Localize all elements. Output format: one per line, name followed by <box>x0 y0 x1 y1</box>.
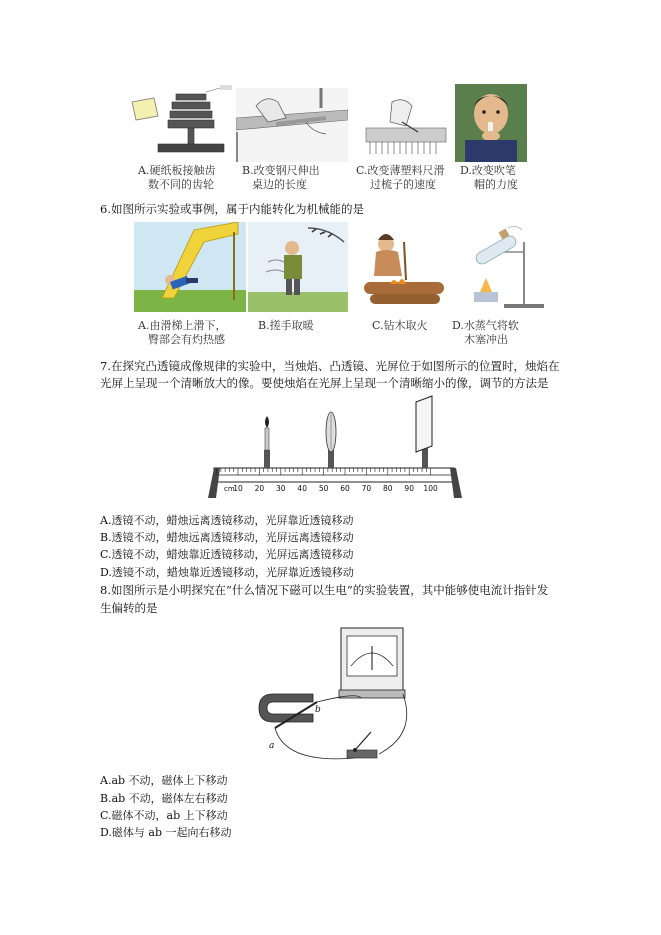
q6-question: 6.如图所示实验或事例，属于内能转化为机械能的是 <box>100 202 364 216</box>
q5-image-c <box>352 92 452 162</box>
q8-question-line2: 生偏转的是 <box>100 601 158 615</box>
q6-caption-d: D.水蒸气将软 木塞冲出 <box>452 319 519 346</box>
ruler-tick-label: 80 <box>383 484 393 493</box>
ruler-tick-label: 50 <box>318 484 329 493</box>
q7-option-c[interactable]: C.透镜不动，蜡烛靠近透镜移动，光屏远离透镜移动 <box>100 548 354 561</box>
q5-image-b <box>236 88 348 162</box>
q7-optical-bench-figure <box>200 392 470 510</box>
q7-option-a[interactable]: A.透镜不动，蜡烛远离透镜移动，光屏靠近透镜移动 <box>100 514 354 527</box>
q6-image-a <box>134 222 246 312</box>
q6-image-c <box>350 222 450 312</box>
q8-option-b[interactable]: B.ab 不动，磁体左右移动 <box>100 792 228 805</box>
q7-option-b[interactable]: B.透镜不动，蜡烛远离透镜移动，光屏远离透镜移动 <box>100 531 354 544</box>
q5-caption-d: D.改变吹笔 帽的力度 <box>460 164 518 191</box>
q6-caption-b: B.搓手取暖 <box>258 319 314 332</box>
q6-caption-a: A.由滑梯上滑下， 臀部会有灼热感 <box>138 319 227 346</box>
q7-question-line1: 7.在探究凸透镜成像规律的实验中，当烛焰、凸透镜、光屏位于如图所示的位置时，烛焰在 <box>100 359 560 373</box>
ruler-tick-label: 100 <box>423 484 438 493</box>
ruler-tick-label: 30 <box>276 484 286 493</box>
q8-induction-apparatus-figure <box>255 624 415 766</box>
ruler-tick-label: 60 <box>340 484 350 493</box>
q8-question-line1: 8.如图所示是小明探究在“什么情况下磁可以生电”的实验装置，其中能够使电流计指针发 <box>100 583 549 597</box>
ruler-tick-label: 10 <box>233 484 243 493</box>
q6-caption-c: C.钻木取火 <box>372 319 428 332</box>
q8-option-d[interactable]: D.磁体与 ab 一起向右移动 <box>100 826 232 839</box>
conductor-label-a: a <box>269 741 275 751</box>
conductor-label-b: b <box>315 705 321 715</box>
q5-caption-b: B.改变钢尺伸出 桌边的长度 <box>242 164 320 191</box>
ruler-tick-label: 40 <box>297 484 307 493</box>
q6-image-d <box>454 222 546 312</box>
q7-question-line2: 光屏上呈现一个清晰放大的像。要使烛焰在光屏上呈现一个清晰缩小的像，调节的方法是 <box>100 376 549 390</box>
q8-option-c[interactable]: C.磁体不动，ab 上下移动 <box>100 809 228 822</box>
q8-option-a[interactable]: A.ab 不动，磁体上下移动 <box>100 774 228 787</box>
q7-option-d[interactable]: D.透镜不动，蜡烛靠近透镜移动，光屏靠近透镜移动 <box>100 566 354 579</box>
ruler-tick-label: 70 <box>361 484 372 493</box>
q6-image-b <box>248 222 348 312</box>
q5-caption-c: C.改变薄塑料尺滑 过梳子的速度 <box>356 164 445 191</box>
q5-image-d <box>455 84 527 162</box>
q5-image-a <box>128 84 232 162</box>
ruler-tick-label: 20 <box>254 484 265 493</box>
ruler-unit-label: cm <box>224 485 235 493</box>
q5-caption-a: A.硬纸板接触齿 数不同的齿轮 <box>138 164 216 191</box>
ruler-tick-label: 90 <box>404 484 414 493</box>
